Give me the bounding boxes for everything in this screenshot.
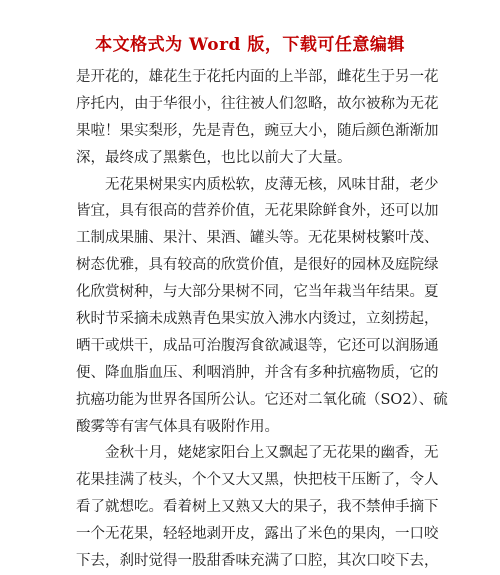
paragraph-2	[76, 172, 448, 441]
text-line: 花果挂满了枝头，个个又大又黑，快把枝干压断了，令人	[76, 472, 439, 489]
text-line: 工制成果脯、果汁、果酒、罐头等。无花果树枝繁叶茂、	[76, 230, 439, 247]
text-line: 无花果树果实内质松软，皮薄无核，风味甘甜，老少	[105, 176, 439, 193]
text-line: 便、降血脂血压、利咽消肿，并含有多种抗癌物质，它的	[76, 364, 439, 381]
text-line: 晒干或烘干，成品可治腹泻食欲减退等，它还可以润肠通	[76, 337, 439, 354]
text-line: 树态优雅，具有较高的欣赏价值，是很好的园林及庭院绿	[76, 257, 439, 274]
text-line: 秋时节采摘未成熟青色果实放入沸水内烫过，立刻捞起，	[76, 311, 439, 328]
text-line: 果啦！果实梨形，先是青色，豌豆大小，随后颜色渐渐加	[76, 122, 439, 139]
paragraph-3	[76, 440, 439, 574]
text-line: 皆宜，具有很高的营养价值，无花果除鲜食外，还可以加	[76, 203, 439, 220]
text-line: 序托内，由于华很小，往往被人们忽略，故尔被称为无花	[76, 95, 439, 112]
document-header-title: 本文格式为 Word 版，下载可任意编辑	[95, 35, 405, 55]
text-line: 化欣赏树种，与大部分果树不同，它当年栽当年结果。夏	[76, 284, 439, 301]
text-line: 一个无花果，轻轻地剥开皮，露出了米色的果肉，一口咬	[76, 526, 439, 543]
text-line: 金秋十月，姥姥家阳台上又飘起了无花果的幽香，无	[105, 445, 439, 462]
paragraph-1	[76, 64, 439, 172]
text-line: 抗癌功能为世界各国所公认。它还对二氧化硫（SO2）、硫	[76, 391, 448, 408]
text-line: 下去，刹时觉得一股甜香味充满了口腔，其次口咬下去，	[76, 553, 439, 570]
text-line: 深，最终成了黑紫色，也比以前大了大量。	[76, 149, 352, 166]
text-line: 酸雾等有害气体具有吸附作用。	[76, 418, 279, 435]
text-line: 是开花的，雄花生于花托内面的上半部，雌花生于另一花	[76, 69, 439, 85]
text-line: 看了就想吃。看着树上又熟又大的果子，我不禁伸手摘下	[76, 499, 439, 516]
document-body	[76, 64, 448, 575]
